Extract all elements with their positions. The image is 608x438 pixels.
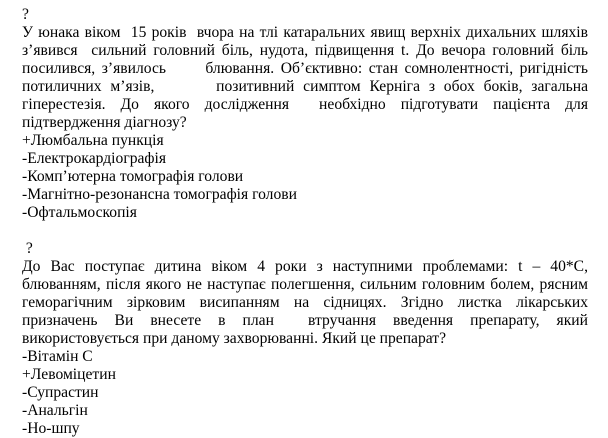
answer-option (22, 366, 588, 384)
question-block-2 (22, 240, 592, 438)
option-prefix: + (22, 132, 31, 149)
option-label: Офтальмоскопія (27, 204, 137, 221)
spacer (22, 222, 588, 240)
option-prefix: + (22, 366, 31, 383)
option-label: Левоміцетин (30, 366, 116, 383)
question-marker: ? (22, 6, 29, 23)
question-marker: ? (22, 240, 33, 257)
option-prefix: - (22, 420, 28, 437)
answer-option (22, 348, 588, 366)
answer-option (22, 204, 588, 222)
option-label: Електрокардіографія (27, 150, 167, 167)
answer-option (22, 402, 588, 420)
question-block-1 (22, 6, 592, 222)
question-text: У юнака віком 15 років вчора на тлі катаральних явищ верхніх дихальних шляхів з’явився сильний головний біль, нудота, підвищення t. До вечора головний біль посилився, з’явилось блювання. Об’єктивно: стан сомнолентності, ригідність потиличних м’язів, позитивний симптом Керніга з обох боків, загальна гіперестезія. До якого дослідження необхідно підготувати пацієнта для підтвердження діагнозу? (22, 24, 592, 131)
option-prefix: - (22, 168, 28, 185)
option-prefix: - (22, 402, 28, 419)
question-text: До Вас поступає дитина віком 4 роки з наступними проблемами: t – 40*С, блюванням, після якого не наступає полегшення, сильним головним болем, рясним геморагічним зірковим висипанням на сідницях. Згідно листка лікарських призначень Ви внесете в план втручання введення препарату, який використовується при даному захворюванні. Який це препарат? (22, 258, 592, 347)
answer-option (22, 420, 588, 438)
option-label: Супрастин (27, 384, 99, 401)
answer-option (22, 168, 588, 186)
option-prefix: - (22, 384, 28, 401)
option-label: Комп’ютерна томографія голови (27, 168, 244, 185)
answer-option (22, 132, 588, 150)
answer-option (22, 150, 588, 168)
option-prefix: - (22, 150, 28, 167)
answer-options (22, 132, 588, 222)
answer-option (22, 384, 588, 402)
option-label: Магнітно-резонансна томографія голови (27, 186, 297, 203)
option-label: Но-шпу (27, 420, 80, 437)
option-prefix: - (22, 348, 28, 365)
option-prefix: - (22, 204, 28, 221)
option-prefix: - (22, 186, 28, 203)
option-label: Анальгін (27, 402, 88, 419)
document-page (22, 6, 592, 438)
option-label: Вітамін С (27, 348, 93, 365)
answer-options (22, 348, 588, 438)
answer-option (22, 186, 588, 204)
option-label: Люмбальна пункція (30, 132, 164, 149)
